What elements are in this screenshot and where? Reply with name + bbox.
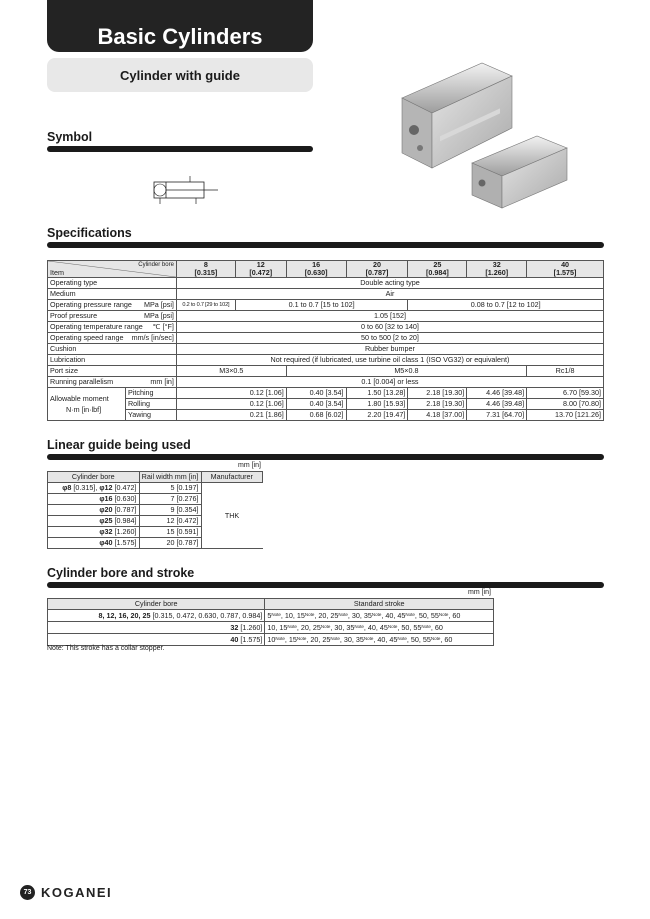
spec-row-lubrication: Lubrication Not required (if lubricated, use turbine oil class 1 (ISO VG32) or equivalent): [48, 355, 604, 366]
spec-bore-8: 8 [0.315]: [176, 261, 235, 278]
section-guide-bar: [47, 454, 604, 460]
spec-row-temperature: Operating temperature range ℃ [°F] 0 to 60 [32 to 140]: [48, 322, 604, 333]
bore-stroke-table: [47, 598, 494, 646]
spec-row-pressure: Operating pressure range MPa [psi] 0.2 to 0.7 [29 to 102] 0.1 to 0.7 [15 to 102] 0.08 to 0.7 [12 to 102]: [48, 300, 604, 311]
section-stroke-title: Cylinder bore and stroke: [47, 566, 195, 580]
guide-unit: mm [in]: [238, 462, 261, 469]
moment-unit: N·m [in·lbf]: [66, 405, 102, 414]
page-subtitle: [47, 58, 313, 92]
brand-logo: KOGANEI: [41, 885, 113, 900]
spec-item-label: Item: [50, 268, 64, 277]
spec-row-moment-rolling: Rolling 0.12 [1.06] 0.40 [3.54] 1.80 [15.93] 2.18 [19.30] 4.46 [39.48] 8.00 [70.80]: [48, 399, 604, 410]
table-row: φ25 [0.984] 12 [0.472]: [48, 516, 263, 527]
spec-bore-32: 32 [1.260]: [467, 261, 527, 278]
spec-header-row: [48, 261, 604, 278]
stroke-footnote: Note: This stroke has a collar stopper.: [47, 645, 165, 652]
spec-row-port: Port size M3×0.5 M5×0.8 Rc1/8: [48, 366, 604, 377]
table-row: φ16 [0.630] 7 [0.276]: [48, 494, 263, 505]
guide-header-row: Cylinder bore Rail width mm [in] Manufacturer: [48, 472, 263, 483]
table-row: 32 [1.260] 10, $15^{Note}$, 20, $25^{Note}$, 30, $35^{Note}$, 40, $45^{Note}$, 50, $55^{Note}$, 60: [48, 622, 494, 634]
spec-row-cushion: Cushion Rubber bumper: [48, 344, 604, 355]
spec-item-header: [48, 261, 177, 278]
table-row: 8, 12, 16, 20, 25 [0.315, 0.472, 0.630, 0.787, 0.984] $5^{Note}$, 10, $15^{Note}$, 20, $25^{Note}$, 30, $35^{Note}$, 40, $45^{Note}$, 50, $55^{Note}$, 60: [48, 610, 494, 622]
spec-bore-20: 20 [0.787]: [346, 261, 408, 278]
page-title-text: Basic Cylinders: [97, 24, 263, 49]
section-guide-title: Linear guide being used: [47, 438, 191, 452]
table-row: φ40 [1.575] 20 [0.787]: [48, 538, 263, 549]
product-photo: [372, 58, 602, 218]
section-stroke-bar: [47, 582, 604, 588]
spec-row-medium: Medium Air: [48, 289, 604, 300]
spec-row-operating-type: Operating type Double acting type: [48, 278, 604, 289]
cylinder-symbol-icon: [140, 172, 220, 208]
table-row: φ8 [0.315], φ12 [0.472] 5 [0.197] THK: [48, 483, 263, 494]
moment-label: Allowable moment: [50, 394, 109, 403]
section-symbol-title: Symbol: [47, 130, 93, 144]
table-row: φ20 [0.787] 9 [0.354]: [48, 505, 263, 516]
stroke-unit: mm [in]: [468, 589, 491, 596]
spec-bore-25: 25 [0.984]: [408, 261, 467, 278]
table-row: φ32 [1.260] 15 [0.591]: [48, 527, 263, 538]
spec-table: [47, 260, 604, 421]
section-symbol-bar: [47, 146, 313, 152]
spec-bore-40: 40 [1.575]: [527, 261, 604, 278]
spec-row-parallelism: Running parallelism mm [in] 0.1 [0.004] or less: [48, 377, 604, 388]
page-title: [47, 0, 313, 52]
section-spec-bar: [47, 242, 604, 248]
linear-guide-table: [47, 471, 263, 549]
spec-bore-12: 12 [0.472]: [235, 261, 286, 278]
spec-bore-16: 16 [0.630]: [286, 261, 346, 278]
spec-row-speed: Operating speed range mm/s [in/sec] 50 to 500 [2 to 20]: [48, 333, 604, 344]
spec-row-proof: Proof pressure MPa [psi] 1.05 [152]: [48, 311, 604, 322]
stroke-header-row: Cylinder bore Standard stroke: [48, 599, 494, 610]
spec-row-moment-pitching: Allowable moment N·m [in·lbf] Pitching 0.12 [1.06] 0.40 [3.54] 1.50 [13.28] 2.18 [19.30] 4.46 [39.48] 6.70 [59.30]: [48, 388, 604, 399]
page-number: 73: [20, 885, 35, 900]
spec-row-moment-yawing: Yawing 0.21 [1.86] 0.68 [6.02] 2.20 [19.47] 4.18 [37.00] 7.31 [64.70] 13.70 [121.26]: [48, 410, 604, 421]
page-subtitle-text: Cylinder with guide: [120, 67, 240, 83]
section-spec-title: Specifications: [47, 226, 132, 240]
table-row: 40 [1.575] $10^{Note}$, $15^{Note}$, 20, $25^{Note}$, 30, $35^{Note}$, 40, $45^{Note}$, 50, $55^{Note}$, 60: [48, 634, 494, 646]
page-footer: [20, 885, 112, 900]
guide-manufacturer: THK: [201, 483, 262, 549]
spec-bore-label: Cylinder bore: [138, 262, 174, 268]
